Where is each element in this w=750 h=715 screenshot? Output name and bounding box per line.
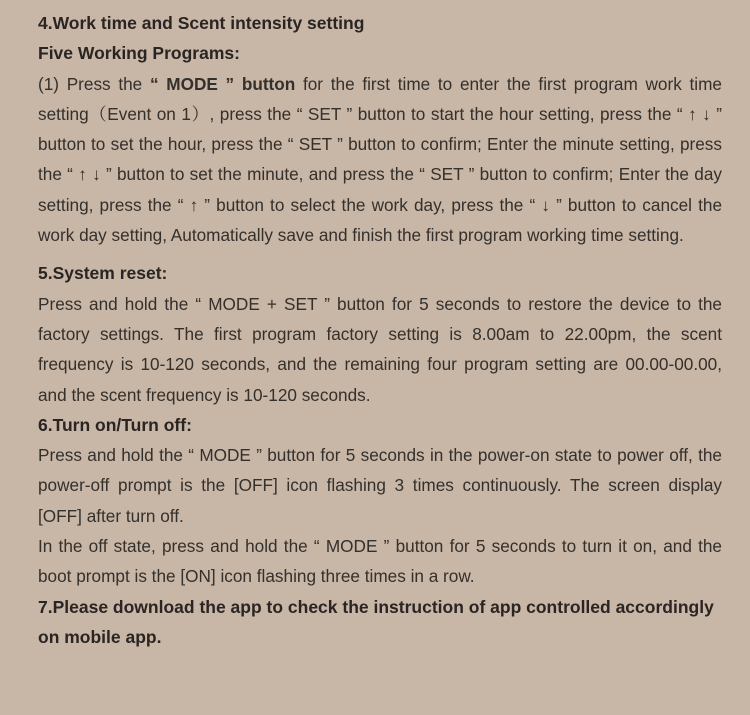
section-4-title: 4.Work time and Scent intensity setting xyxy=(38,13,365,33)
section-4-program-1-text xyxy=(38,69,722,251)
section-6-turn-off-text: Press and hold the “ MODE ” button for 5 seconds in the power-on state to power off, the power-off prompt is the [OFF] icon flashing 3 times continuously. The screen display [OFF] after turn off. xyxy=(38,445,722,526)
section-6-title: 6.Turn on/Turn off: xyxy=(38,414,192,435)
section-gap xyxy=(38,250,722,258)
section-5-text: Press and hold the “ MODE + SET ” button for 5 seconds to restore the device to the factory settings. The first program factory setting is 8.00am to 22.00pm, the scent frequency is 10-120 seconds, and the remaining four program setting are 00.00-00.00, and the scent frequency is 10-120 seconds. xyxy=(38,293,722,405)
section-4-subtitle: Five Working Programs: xyxy=(38,43,240,64)
mode-button-label: “ MODE ” button xyxy=(149,73,296,94)
section-5-title: 5.System reset: xyxy=(38,263,168,284)
program-1-prefix: (1) Press the xyxy=(38,73,150,94)
program-1-rest: for the first time to enter the first program work time setting（Event on 1）, press the “ SET ” button to start the hour setting, press the “ ↑ ↓ ” button to set the hour, press the “ SET ” button to confirm; Enter the minute setting, press the “ ↑ ↓ ” button to set the minute, and press the “ SET ” button to confirm; Enter the day setting, press the “ ↑ ” button to select the work day, press the “ ↓ ” button to cancel the work day setting, Automatically save and finish the first program working time setting. xyxy=(38,73,722,246)
section-7-title: 7.Please download the app to check the instruction of app controlled accordingly on mobile app. xyxy=(38,596,714,647)
section-6-turn-on-text: In the off state, press and hold the “ MODE ” button for 5 seconds to turn it on, and the boot prompt is the [ON] icon flashing three times in a row. xyxy=(38,536,722,587)
